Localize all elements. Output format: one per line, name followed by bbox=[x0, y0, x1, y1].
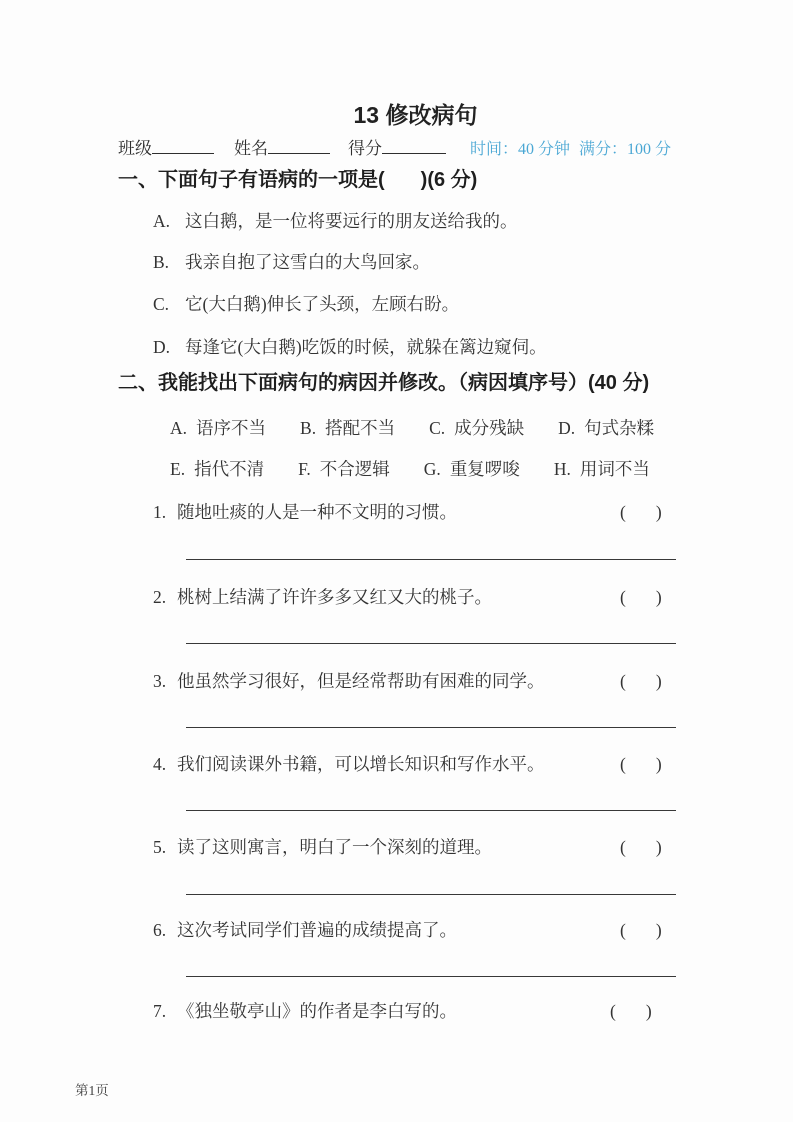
correction-line-5[interactable] bbox=[186, 894, 676, 895]
page-number-footer: 第1页 bbox=[75, 1083, 109, 1098]
error-type-a: A. 语序不当 bbox=[170, 418, 267, 438]
question-5-text: 读了这则寓言，明白了一个深刻的道理。 bbox=[177, 837, 492, 857]
question-3 bbox=[153, 669, 545, 693]
correction-line-6[interactable] bbox=[186, 976, 676, 977]
question-6-number: 6. bbox=[153, 920, 167, 940]
question-4-text: 我们阅读课外书籍，可以增长知识和写作水平。 bbox=[177, 754, 545, 774]
question-2-number: 2. bbox=[153, 587, 167, 607]
question-5-number: 5. bbox=[153, 837, 167, 857]
option-d bbox=[153, 335, 547, 359]
option-d-text: 每逢它(大白鹅)吃饭的时候，就躲在篱边窥伺。 bbox=[185, 337, 547, 357]
question-3-text: 他虽然学习很好，但是经常帮助有困难的同学。 bbox=[177, 671, 545, 691]
question-1-number: 1. bbox=[153, 502, 167, 522]
option-b-label: B. bbox=[153, 252, 170, 272]
correction-line-3[interactable] bbox=[186, 727, 676, 728]
score-blank-field[interactable] bbox=[382, 136, 446, 154]
question-6 bbox=[153, 918, 457, 942]
question-7 bbox=[153, 999, 457, 1023]
question-1 bbox=[153, 500, 457, 524]
option-d-label: D. bbox=[153, 337, 171, 357]
name-blank-field[interactable] bbox=[268, 136, 330, 154]
option-b-text: 我亲自抱了这雪白的大鸟回家。 bbox=[185, 252, 430, 272]
question-2-text: 桃树上结满了许许多多又红又大的桃子。 bbox=[177, 587, 492, 607]
question-2 bbox=[153, 585, 492, 609]
option-b bbox=[153, 250, 430, 274]
question-1-text: 随地吐痰的人是一种不文明的习惯。 bbox=[177, 502, 457, 522]
class-blank-field[interactable] bbox=[152, 136, 214, 154]
option-a-label: A. bbox=[153, 211, 171, 231]
section1-answer-slot[interactable]: ( ) bbox=[378, 169, 428, 191]
error-type-h: H. 用词不当 bbox=[553, 459, 650, 479]
section2-heading: 二、我能找出下面病句的病因并修改。（病因填序号）(40 分) bbox=[118, 372, 650, 394]
correction-line-2[interactable] bbox=[186, 643, 676, 644]
question-4-number: 4. bbox=[153, 754, 167, 774]
question-1-answer-parens[interactable]: ( ) bbox=[620, 502, 662, 522]
correction-line-4[interactable] bbox=[186, 810, 676, 811]
question-2-answer-parens[interactable]: ( ) bbox=[620, 587, 662, 607]
question-6-text: 这次考试同学们普遍的成绩提高了。 bbox=[177, 920, 457, 940]
question-4-answer-parens[interactable]: ( ) bbox=[620, 754, 662, 774]
section1-heading bbox=[118, 167, 477, 193]
option-c-label: C. bbox=[153, 294, 170, 314]
question-4 bbox=[153, 752, 545, 776]
question-7-answer-parens[interactable]: ( ) bbox=[610, 1001, 652, 1021]
error-type-c: C. 成分残缺 bbox=[429, 418, 525, 438]
section1-heading-text: 一、下面句子有语病的一项是 bbox=[118, 169, 378, 191]
error-type-row-1 bbox=[170, 416, 654, 440]
time-limit-text: 时间：40 分钟 bbox=[470, 141, 571, 158]
correction-line-1[interactable] bbox=[186, 559, 676, 560]
page-title: 13 修改病句 bbox=[353, 102, 478, 128]
question-6-answer-parens[interactable]: ( ) bbox=[620, 920, 662, 940]
error-type-e: E. 指代不清 bbox=[170, 459, 265, 479]
score-label: 得分 bbox=[348, 139, 382, 158]
error-type-g: G. 重复啰唆 bbox=[423, 459, 520, 479]
header-fill-row bbox=[118, 136, 671, 162]
question-5 bbox=[153, 835, 492, 859]
option-a bbox=[153, 209, 518, 233]
option-c-text: 它(大白鹅)伸长了头颈，左顾右盼。 bbox=[185, 294, 460, 314]
question-7-number: 7. bbox=[153, 1001, 167, 1021]
section1-points: (6 分) bbox=[427, 169, 478, 191]
name-label: 姓名 bbox=[234, 139, 268, 158]
error-type-f: F. 不合逻辑 bbox=[298, 459, 390, 479]
error-type-row-2 bbox=[170, 457, 650, 481]
question-3-number: 3. bbox=[153, 671, 167, 691]
option-a-text: 这白鹅，是一位将要远行的朋友送给我的。 bbox=[185, 211, 518, 231]
question-7-text: 《独坐敬亭山》的作者是李白写的。 bbox=[177, 1001, 457, 1021]
question-3-answer-parens[interactable]: ( ) bbox=[620, 671, 662, 691]
class-label: 班级 bbox=[118, 139, 152, 158]
error-type-b: B. 搭配不当 bbox=[300, 418, 396, 438]
error-type-d: D. 句式杂糅 bbox=[558, 418, 655, 438]
question-5-answer-parens[interactable]: ( ) bbox=[620, 837, 662, 857]
full-score-text: 满分：100 分 bbox=[579, 141, 672, 158]
option-c bbox=[153, 292, 459, 316]
